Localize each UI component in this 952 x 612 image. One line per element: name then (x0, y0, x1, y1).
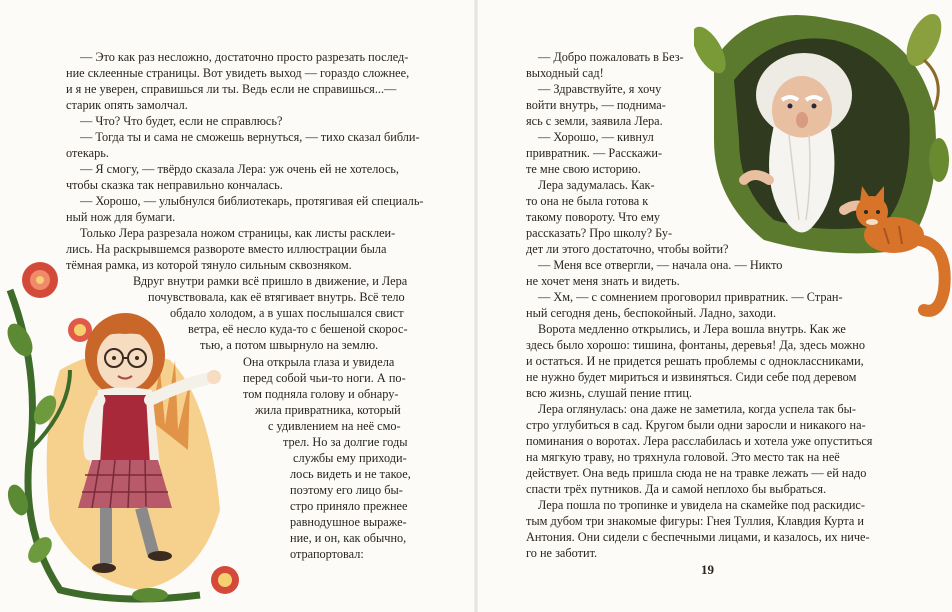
text-line: не нужно будет мириться и извиняться. Сиди себе под деревом (526, 370, 857, 384)
text-line: и остаться. И не придется решать проблемы с одноклассниками, (526, 354, 864, 368)
text-line: ветра, её несло куда-то с бешеной скорос- (188, 322, 408, 336)
text-line: перед собой чьи-то ноги. А по- (243, 371, 406, 385)
text-line: Ворота медленно открылись, и Лера вошла внутрь. Как же (538, 322, 846, 336)
text-line: равнодушное выраже- (290, 515, 407, 529)
text-line: Вдруг внутри рамки всё пришло в движение, и Лера (133, 274, 408, 288)
text-line: ный сегодня день, беспокойный. Ладно, заходи. (526, 306, 777, 320)
text-line: службы ему приходи- (293, 451, 407, 465)
text-line: Только Лера разрезала ножом страницы, как листы расклеи- (80, 226, 396, 240)
text-line: ние склеенные страницы. Вот увидеть выход — гораздо сложнее, (66, 66, 410, 80)
text-line: Антония. Они сидели с беспечными лицами, и казалось, их ниче- (526, 530, 870, 544)
text-line: ясь с земли, заявила Лера. (526, 114, 663, 128)
text-line: лось видеть и не такое, (290, 467, 411, 481)
text-line: тым дубом три знакомые фигуры: Гнея Туллия, Клавдия Курта и (526, 514, 864, 528)
page-number: 19 (701, 562, 714, 577)
text-line: выходный сад! (526, 66, 604, 80)
text-line: ный нож для бумаги. (66, 210, 176, 224)
text-line: — Хорошо, — улыбнулся библиотекарь, протягивая ей специаль- (80, 194, 424, 208)
text-line: почувствовала, как её втягивает внутрь. Всё тело (148, 290, 405, 304)
text-line: чтобы сказка так неправильно кончалась. (66, 178, 283, 192)
text-line: Лера задумалась. Как- (538, 178, 655, 192)
text-line: трел. Но за долгие годы (283, 435, 408, 449)
text-line: стро приняло прежнее (290, 499, 408, 513)
text-line: го не заботит. (526, 546, 598, 560)
text-line: — Здравствуйте, я хочу (538, 82, 662, 96)
text-line: старик опять замолчал. (66, 98, 188, 112)
text-line: тёмная рамка, из которой тянуло сильным сквозняком. (66, 258, 352, 272)
text-line: с удивлением на неё смо- (268, 419, 401, 433)
text-line: те мне свою историю. (526, 162, 641, 176)
text-line: том подняла голову и обнару- (243, 387, 399, 401)
text-line: действует. Она ведь пришла сюда не на травке лежать — ей надо (526, 466, 867, 480)
text-line: не хочет меня знать и видеть. (526, 274, 680, 288)
text-line: тью, а потом швырнуло на землю. (200, 338, 379, 352)
text-line: Лера оглянулась: она даже не заметила, когда успела так бы- (538, 402, 856, 416)
text-line: жила привратника, который (255, 403, 401, 417)
text-line: спасти трёх путников. Да и самой неплохо бы выбраться. (526, 482, 827, 496)
text-line: — Хорошо, — кивнул (538, 130, 654, 144)
text-line: стро углубиться в сад. Кругом были одни заросли и никакого на- (526, 418, 866, 432)
text-line: рассказать? Про школу? Бу- (526, 226, 673, 240)
text-line: обдало холодом, а в ушах послышался свист (170, 306, 404, 320)
text-line: привратник. — Расскажи- (526, 146, 663, 160)
text-line: — Что? Что будет, если не справлюсь? (80, 114, 283, 128)
text-line: лись. На раскрывшемся развороте вместо иллюстрации была (66, 242, 387, 256)
text-line: — Хм, — с сомнением проговорил привратник. — Стран- (538, 290, 843, 304)
text-line: и я не уверен, справишься ли ты. Ведь если не справишься...— (66, 82, 397, 96)
text-line: то она не была готова к (526, 194, 649, 208)
text-line: — Это как раз несложно, достаточно просто разрезать послед- (80, 50, 409, 64)
text-line: — Добро пожаловать в Без- (538, 50, 684, 64)
text-line: здесь было хорошо: тишина, фонтаны, деревья! Да, здесь можно (526, 338, 865, 352)
text-line: Лера пошла по тропинке и увидела на скамейке под раскидис- (538, 498, 865, 512)
text-line: поэтому его лицо бы- (290, 483, 403, 497)
text-line: войти внутрь, — поднима- (526, 98, 666, 112)
text-line: ние, и он, как обычно, (290, 531, 407, 545)
text-line: всю жизнь, слушай пение птиц. (526, 386, 692, 400)
text-line: — Меня все отвергли, — начала она. — Никто (538, 258, 783, 272)
text-line: такому повороту. Что ему (526, 210, 661, 224)
text-line: — Я смогу, — твёрдо сказала Лера: уж очень ей не хотелось, (80, 162, 399, 176)
right-page (476, 0, 952, 612)
text-line: — Тогда ты и сама не сможешь вернуться, — тихо сказал библи- (80, 130, 420, 144)
text-line: на мягкую траву, но тряхнула головой. Это место так на неё (526, 450, 840, 464)
text-line: поминания о воротах. Лера расслабилась и хотела уже опуститься (526, 434, 873, 448)
text-line: дет ли этого достаточно, чтобы войти? (526, 242, 729, 256)
text-line: отрапортовал: (290, 547, 364, 561)
text-line: отекарь. (66, 146, 109, 160)
text-line: Она открыла глаза и увидела (243, 355, 395, 369)
